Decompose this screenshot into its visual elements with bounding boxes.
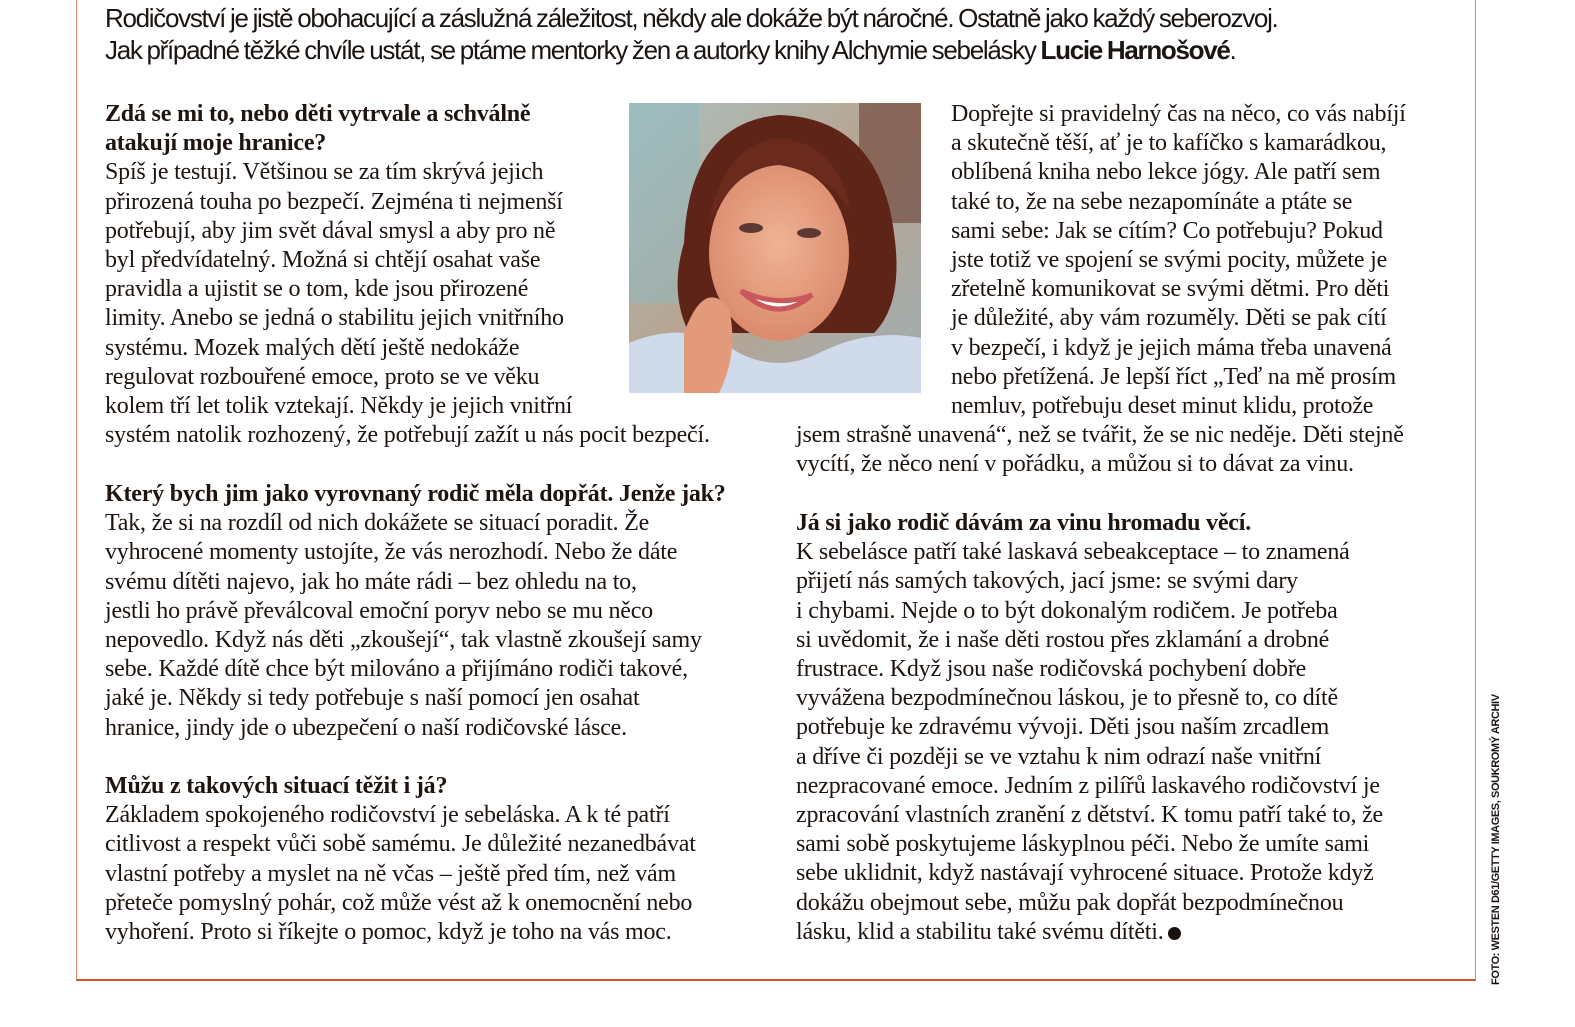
answer-line: přeteče pomyslný pohár, což může vést až k onemocnění nebo (105, 889, 693, 916)
right-section-1-narrow (951, 100, 1406, 421)
answer-line: přijetí nás samých takových, jací jsme: se svými dary (796, 568, 1298, 595)
photo-credit: FOTO: WESTEN D61/GETTY IMAGES, SOUKROMÝ ARCHIV (1490, 694, 1502, 985)
answer-line: vycítí, že něco není v pořádku, a můžou si to dávat za vinu. (796, 451, 1354, 478)
answer-line: sebe uklidnit, když nastávají vyhrocené situace. Protože když (796, 860, 1374, 887)
article-lead (105, 2, 1445, 66)
answer-line: nebo přetížená. Je lepší říct „Teď na mě prosím (951, 363, 1396, 390)
answer-line: byl předvídatelný. Možná si chtějí osahat vaše (105, 247, 541, 274)
lead-line-2-text: Jak případné těžké chvíle ustát, se ptáme mentorky žen a autorky knihy Alchymie sebelásky (105, 35, 1041, 65)
answer-line: jste totiž ve spojení se svými pocity, můžete je (951, 247, 1388, 274)
question-heading: atakují moje hranice? (105, 130, 327, 157)
answer-line: potřebují, aby jim svět dával smysl a aby pro ně (105, 217, 556, 244)
answer-line: regulovat rozbouřené emoce, proto se ve věku (105, 363, 540, 390)
question-heading: Zdá se mi to, nebo děti vytrvale a schválně (105, 101, 531, 127)
answer-line: přirozená touha po bezpečí. Zejména ti nejmenší (105, 188, 563, 215)
left-section-3 (105, 772, 696, 947)
answer-line: vlastní potřeby a myslet na ně včas – ještě před tím, než vám (105, 860, 676, 887)
answer-line: jsem strašně unavená“, než se tvářit, že se nic neděje. Děti stejně (796, 422, 1404, 448)
answer-line: sami sobě poskytujeme láskyplnou péči. Nebo že umíte sami (796, 831, 1370, 858)
answer-line: Dopřejte si pravidelný čas na něco, co vás nabíjí (951, 101, 1406, 127)
answer-line: také to, že na sebe nezapomínáte a ptáte se (951, 188, 1353, 215)
answer-line: a skutečně těší, ať je to kafíčko s kamarádkou, (951, 130, 1387, 157)
lead-line-1: Rodičovství je jistě obohacující a záslužná záležitost, někdy ale dokáže být náročné. Ostatně jako každý seberozvoj. (105, 3, 1278, 33)
answer-line: svému dítěti najevo, jak ho máte rádi – bez ohledu na to, (105, 568, 637, 595)
answer-line: limity. Anebo se jedná o stabilitu jejich vnitřního (105, 305, 564, 332)
answer-line: frustrace. Když jsou naše rodičovská pochybení dobře (796, 656, 1307, 683)
answer-line-text: lásku, klid a stabilitu také svému dítěti. (796, 918, 1164, 945)
answer-line: kolem tří let tolik vztekají. Někdy je jejich vnitřní (105, 393, 573, 420)
right-section-1-wide (796, 421, 1404, 479)
answer-line: Základem spokojeného rodičovství je sebeláska. A k té patří (105, 802, 670, 829)
answer-line: sebe. Každé dítě chce být milováno a přijímáno rodiči takové, (105, 656, 688, 683)
question-heading: Který bych jim jako vyrovnaný rodič měla dopřát. Jenže jak? (105, 481, 726, 507)
answer-line: nezpracované emoce. Jedním z pilířů laskavého rodičovství je (796, 772, 1380, 799)
answer-line: Tak, že si na rozdíl od nich dokážete se situací poradit. Že (105, 510, 650, 537)
answer-line: i chybami. Nejde o to být dokonalým rodičem. Je potřeba (796, 597, 1338, 624)
answer-line: nemluv, potřebuju deset minut klidu, protože (951, 393, 1374, 420)
answer-line: jaké je. Někdy si tedy potřebuje s naší pomocí jen osahat (105, 685, 640, 712)
answer-line: oblíbená kniha nebo lekce jógy. Ale patří sem (951, 159, 1381, 186)
answer-line: sami sebe: Jak se cítím? Co potřebuju? Pokud (951, 217, 1383, 244)
answer-line: zpracování vlastních zranění z dětství. K tomu patří také to, že (796, 802, 1383, 829)
answer-line: pravidla a ujistit se o tom, kde jsou přirozené (105, 276, 529, 303)
answer-line: vyhoření. Proto si říkejte o pomoc, když je toho na vás moc. (105, 919, 672, 946)
answer-line: je důležité, aby vám rozuměly. Děti se pak cítí (951, 305, 1387, 332)
answer-line: Spíš je testují. Většinou se za tím skrývá jejich (105, 159, 544, 186)
lead-line-2-end: . (1229, 35, 1236, 65)
answer-line: K sebelásce patří také laskavá sebeakceptace – to znamená (796, 539, 1350, 566)
answer-line: potřebuje ke zdravému vývoji. Děti jsou naším zrcadlem (796, 714, 1330, 741)
answer-line: systém natolik rozhozený, že potřebují zažít u nás pocit bezpečí. (105, 422, 710, 449)
right-section-2 (796, 509, 1383, 947)
answer-line-last (796, 918, 1383, 947)
question-heading: Můžu z takových situací těžit i já? (105, 773, 448, 799)
answer-line: vyhrocené momenty ustojíte, že vás nerozhodí. Nebo že dáte (105, 539, 678, 566)
answer-line: nepovedlo. Když nás děti „zkoušejí“, tak vlastně zkoušejí samy (105, 627, 702, 654)
answer-line: a dříve či později se ve vztahu k nim odrazí naše vnitřní (796, 743, 1322, 770)
answer-line: vyvážena bezpodmínečnou láskou, je to přesně to, co dítě (796, 685, 1338, 712)
left-section-1 (105, 100, 710, 450)
answer-line: zřetelně komunikovat se svými dětmi. Pro děti (951, 276, 1390, 303)
answer-line: jestli ho právě převálcoval emoční poryv nebo se mu něco (105, 597, 653, 624)
answer-line: si uvědomit, že i naše děti rostou přes zklamání a drobné (796, 626, 1330, 653)
answer-line: systému. Mozek malých dětí ještě nedokáže (105, 334, 520, 361)
left-section-2 (105, 480, 726, 743)
answer-line: hranice, jindy jde o ubezpečení o naší rodičovské lásce. (105, 714, 627, 741)
end-mark-icon (1168, 927, 1181, 940)
answer-line: citlivost a respekt vůči sobě samému. Je důležité nezanedbávat (105, 831, 696, 858)
question-heading: Já si jako rodič dávám za vinu hromadu věcí. (796, 510, 1252, 536)
answer-line: v bezpečí, i když je jejich máma třeba unavená (951, 334, 1392, 361)
lead-line-2 (105, 34, 1445, 66)
author-name: Lucie Harnošové (1040, 35, 1230, 65)
answer-line: dokážu obejmout sebe, můžu pak dopřát bezpodmínečnou (796, 889, 1344, 916)
